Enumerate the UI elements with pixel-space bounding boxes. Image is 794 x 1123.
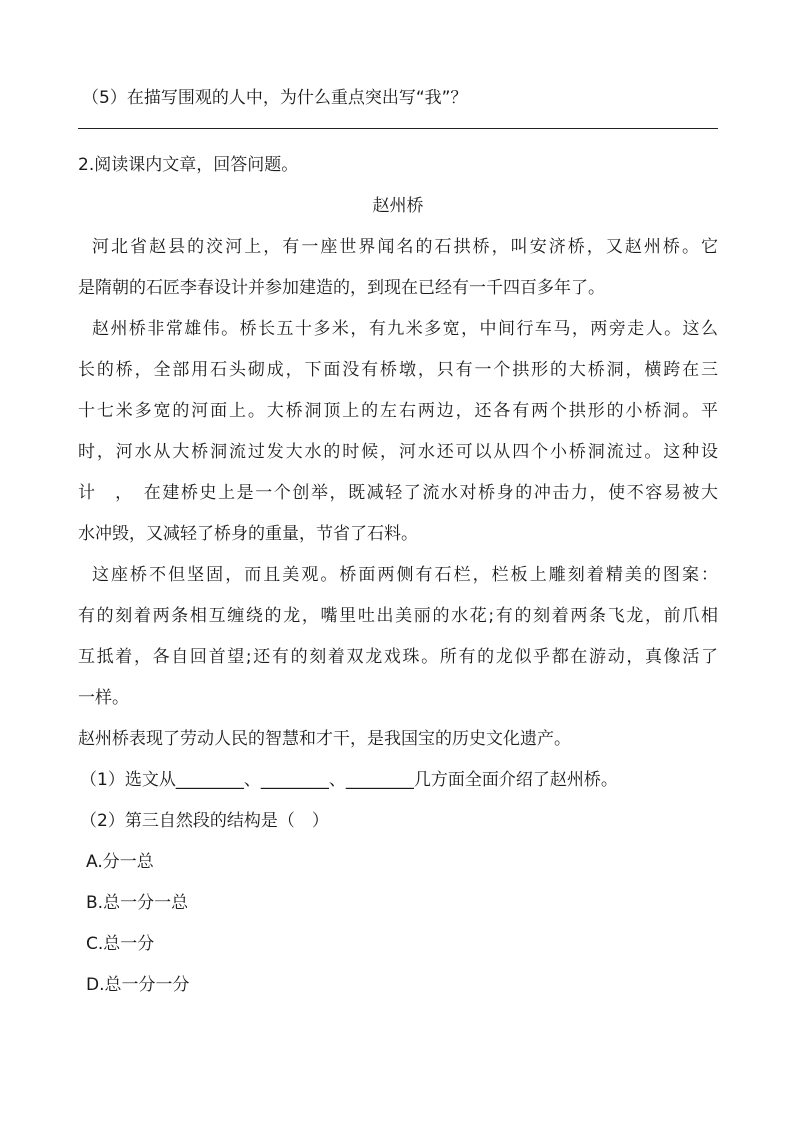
option-b: B.总一分一总 — [86, 893, 189, 913]
paragraph-line: 十七米多宽的河面上。大桥洞顶上的左右两边，还各有两个拱形的小桥洞。平 — [78, 401, 718, 421]
paragraph-line: 是隋朝的石匠李春设计并参加建造的，到现在已经有一千四百多年了。 — [78, 278, 605, 298]
question-5: （5）在描写围观的人中，为什么重点突出写“我”？ — [82, 88, 468, 108]
article-title: 赵州桥 — [372, 196, 424, 216]
paragraph-3 — [78, 555, 718, 719]
document-page — [78, 78, 718, 1006]
paragraph-line: 一样。 — [78, 688, 129, 708]
section-2-heading: 2.阅读课内文章，回答问题。 — [78, 155, 299, 175]
paragraph-4: 赵州桥表现了劳动人民的智慧和才干，是我国宝的历史文化遗产。 — [78, 729, 571, 749]
paragraph-2 — [78, 309, 718, 555]
paragraph-line: 时，河水从大桥洞流过发大水的时候，河水还可以从四个小桥洞流过。这种设 — [78, 442, 718, 462]
paragraph-line: 长的桥，全部用石头砌成，下面没有桥墩，只有一个拱形的大桥洞，横跨在三 — [78, 360, 718, 380]
paragraph-line: 有的刻着两条相互缠绕的龙，嘴里吐出美丽的水花;有的刻着两条飞龙，前爪相 — [78, 606, 718, 626]
option-a: A.分一总 — [86, 852, 154, 872]
paragraph-line: 计 ， 在建桥史上是一个创举，既减轻了流水对桥身的冲击力，使不容易被大 — [78, 483, 718, 503]
option-c: C.总一分 — [86, 934, 155, 954]
question-2: （2）第三自然段的结构是（ ） — [80, 811, 329, 831]
paragraph-line: 赵州桥非常雄伟。桥长五十多米，有九米多宽，中间行车马，两旁走人。这么 — [92, 319, 718, 339]
question-1: （1）选文从________、________、________几方面全面介绍了赵州桥。 — [80, 770, 618, 790]
paragraph-line: 河北省赵县的洨河上，有一座世界闻名的石拱桥，叫安济桥，又赵州桥。它 — [92, 237, 718, 257]
paragraph-line: 互抵着，各自回首望;还有的刻着双龙戏珠。所有的龙似乎都在游动，真像活了 — [78, 647, 718, 667]
paragraph-1 — [78, 227, 718, 309]
paragraph-line: 这座桥不但坚固，而且美观。桥面两侧有石栏，栏板上雕刻着精美的图案： — [92, 565, 718, 585]
answer-line — [78, 128, 718, 129]
option-d: D.总一分一分 — [86, 975, 190, 995]
paragraph-line: 水冲毁，又减轻了桥身的重量，节省了石料。 — [78, 524, 418, 544]
